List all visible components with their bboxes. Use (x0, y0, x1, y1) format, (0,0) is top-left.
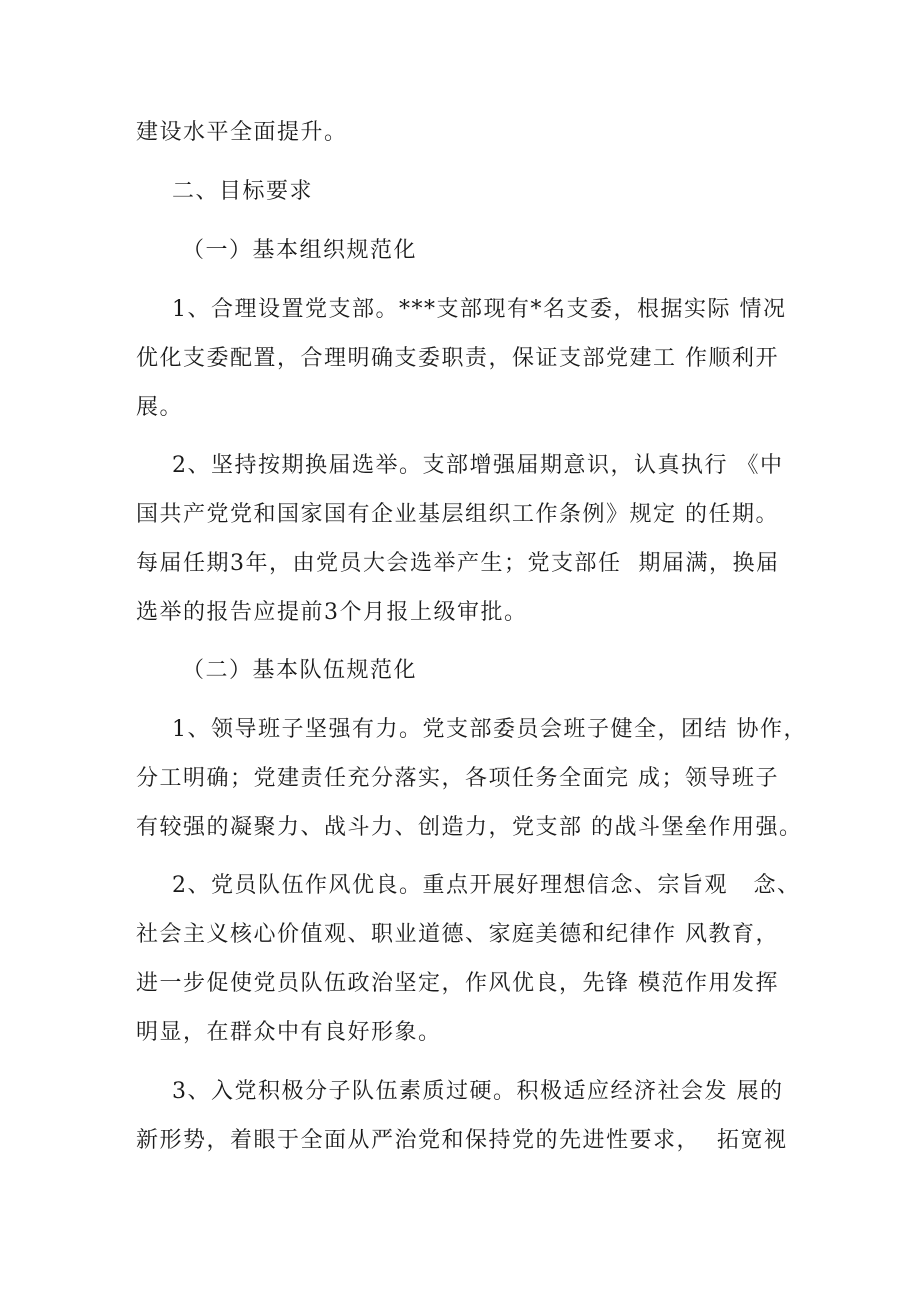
subsection-heading: （一）基本组织规范化 (182, 238, 418, 263)
paragraph-line: 明显，在群众中有良好形象。 (136, 1020, 442, 1045)
paragraph-line: 新形势，着眼于全面从严治党和保持党的先进性要求， 拓宽视 (136, 1128, 788, 1153)
paragraph-line: 社会主义核心价值观、职业道德、家庭美德和纪律作 风教育， (136, 922, 779, 947)
paragraph-line: 2、党员队伍作风优良。重点开展好理想信念、宗旨观 念、 (172, 873, 801, 898)
subsection-heading: （二）基本队伍规范化 (182, 658, 418, 683)
paragraph-line: 展。 (136, 395, 184, 420)
paragraph-line: 有较强的凝聚力、战斗力、创造力，党支部 的战斗堡垒作用强。 (136, 815, 803, 840)
paragraph-line: 3、入党积极分子队伍素质过硬。积极适应经济社会发 展的 (172, 1079, 784, 1104)
paragraph-line: 优化支委配置，合理明确支委职责，保证支部党建工 作顺利开 (136, 346, 779, 371)
paragraph-line: 每届任期3年，由党员大会选举产生；党支部任 期届满，换届 (136, 551, 780, 576)
section-heading: 二、目标要求 (172, 179, 314, 204)
paragraph-line: 国共产党党和国家国有企业基层组织工作条例》规定 的任期。 (136, 502, 779, 527)
paragraph-line: 分工明确；党建责任充分落实，各项任务全面完 成；领导班子 (136, 766, 779, 791)
paragraph-line: 进一步促使党员队伍政治坚定，作风优良，先锋 模范作用发挥 (136, 971, 779, 996)
paragraph-line: 建设水平全面提升。 (136, 120, 348, 145)
paragraph-line: 选举的报告应提前3个月报上级审批。 (136, 600, 528, 625)
paragraph-line: 1、领导班子坚强有力。党支部委员会班子健全，团结 协作， (172, 717, 807, 742)
paragraph-line: 1、合理设置党支部。***支部现有*名支委，根据实际 情况 (172, 297, 787, 322)
paragraph-line: 2、坚持按期换届选举。支部增强届期意识，认真执行 《中 (172, 453, 784, 478)
